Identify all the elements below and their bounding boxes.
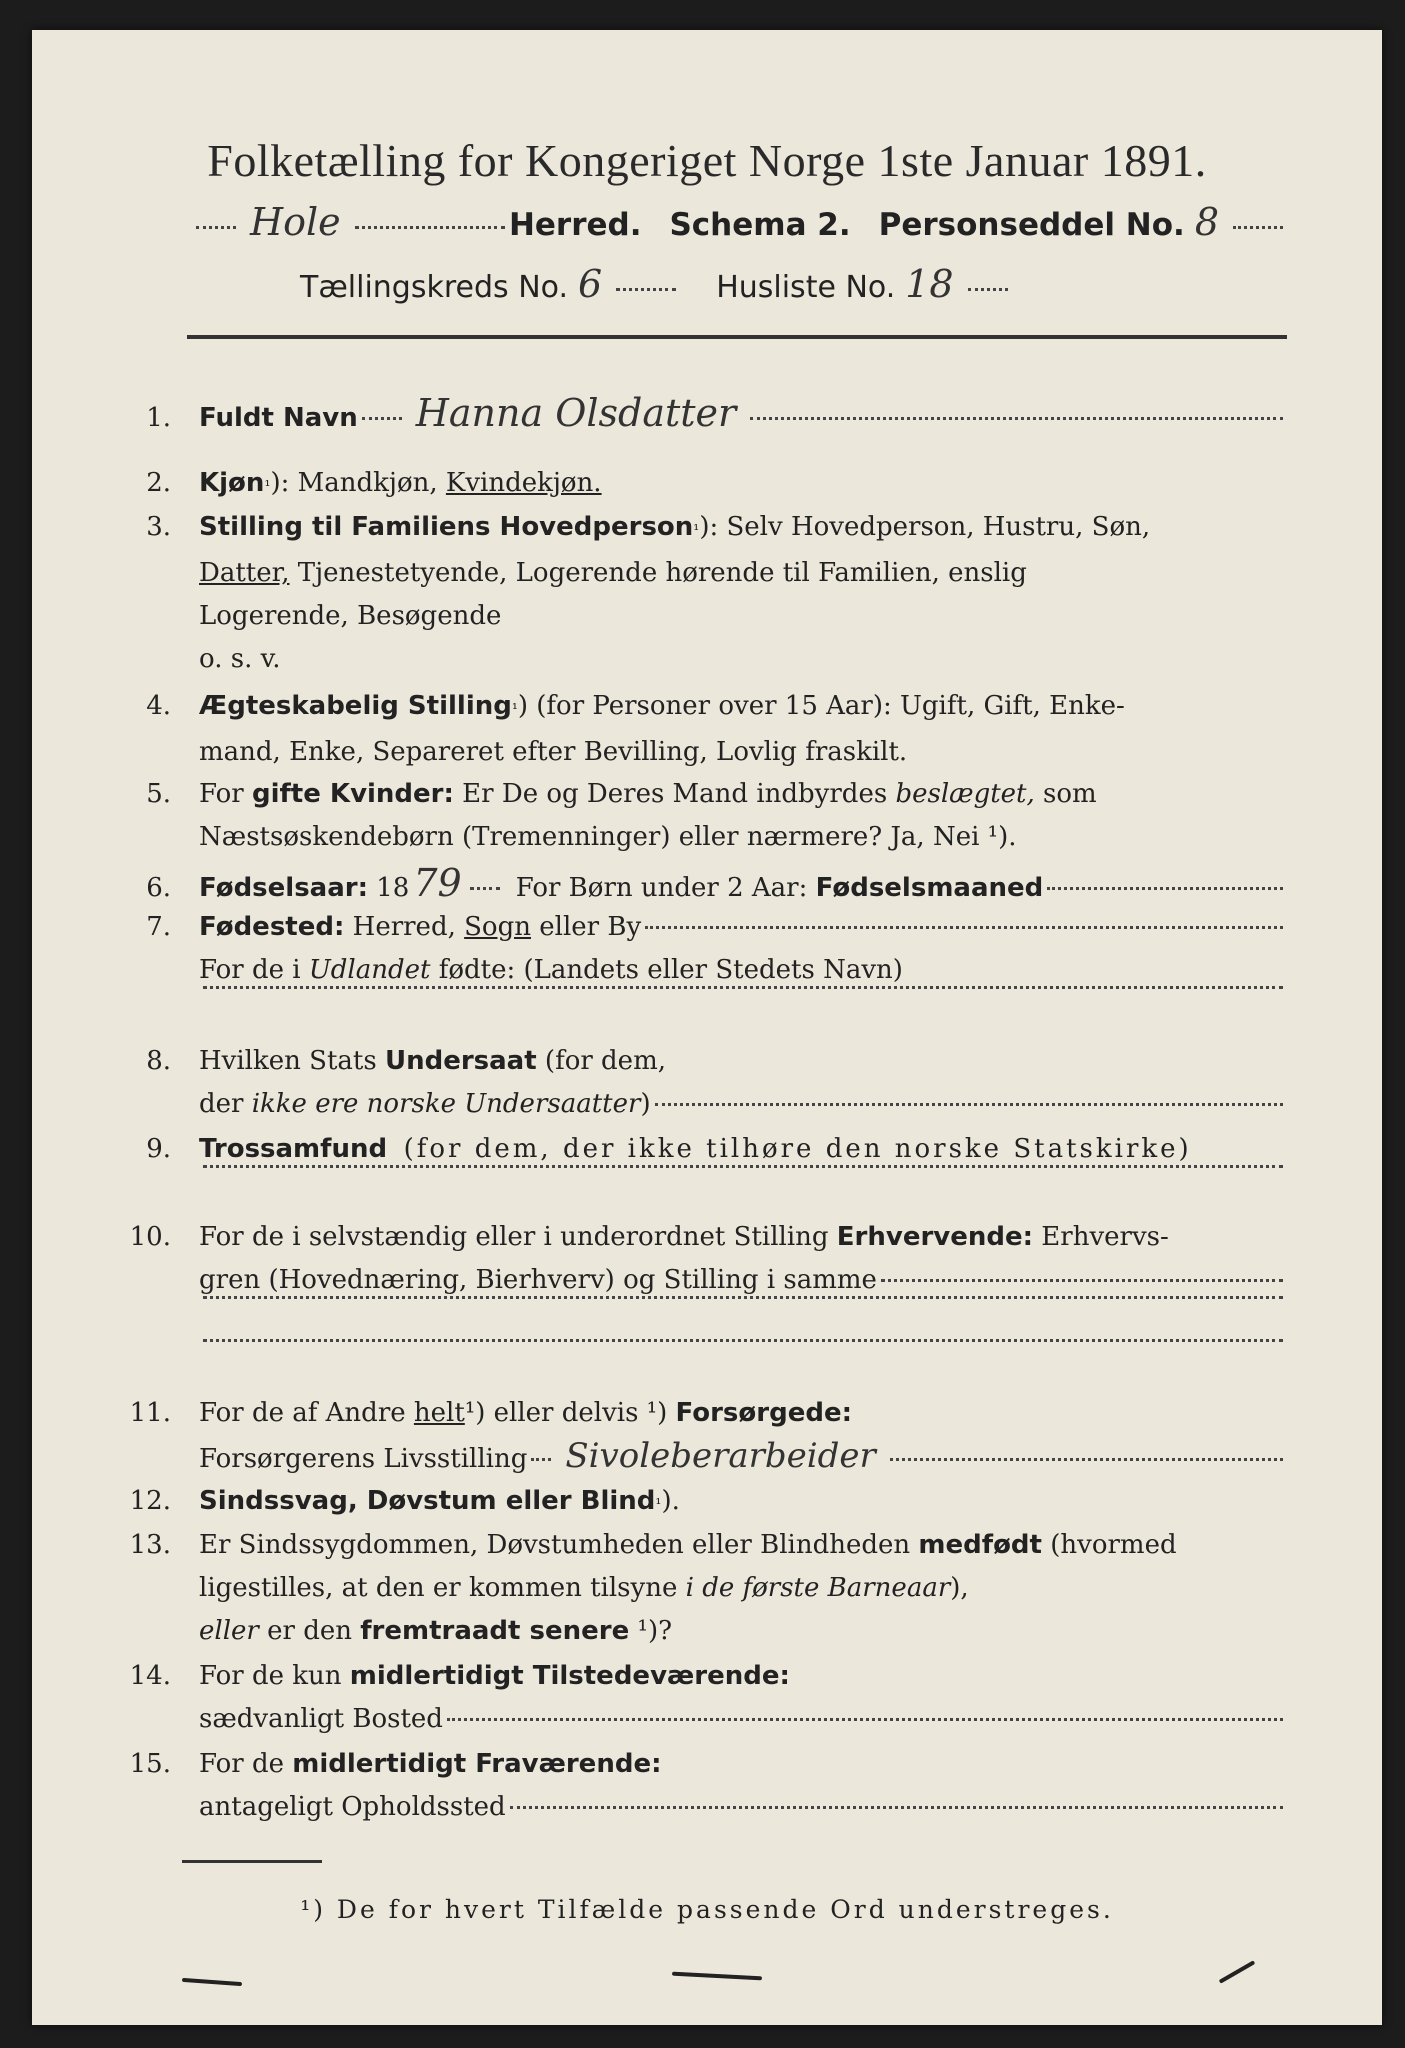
footnote: ¹) De for hvert Tilfælde passende Ord understreges. [300, 1895, 1114, 1924]
margin-mark-center [672, 1972, 762, 1981]
herred-value: Hole [250, 200, 341, 244]
position-selected: Datter, [199, 558, 290, 588]
footnote-divider [182, 1860, 322, 1863]
header-herred-line [192, 200, 1287, 244]
header-kreds-line [300, 262, 1160, 306]
provider-occupation-value: Sivoleberarbeider [565, 1436, 876, 1476]
margin-mark-right [1219, 1960, 1256, 1983]
form-title: Folketælling for Kongeriget Norge 1ste Januar 1891. [207, 135, 1207, 186]
gender-selected: Kvindekjøn. [445, 468, 602, 498]
census-form-sheet [32, 30, 1382, 2025]
margin-mark-left [182, 1978, 242, 1986]
question-14: 14. For de kun midlertidigt Tilstedeværende: sædvanligt Bosted [107, 1655, 1287, 1741]
husliste-label: Husliste No. [716, 270, 896, 305]
birth-year-value: 79 [413, 861, 462, 905]
husliste-value: 18 [905, 262, 954, 306]
herred-label: Herred. [508, 207, 642, 243]
full-name-value: Hanna Olsdatter [415, 391, 737, 435]
question-5: 5. For gifte Kvinder: Er De og Deres Mand indbyrdes beslægtet, som Næstsøskendebørn (Tremenninger) eller nærmere? Ja, Nei ¹). [146, 779, 1097, 852]
taellingskreds-value: 6 [578, 262, 603, 306]
q1-label: Fuldt Navn [199, 403, 358, 433]
question-9: 9. Trossamfund (for dem, der ikke tilhøre den norske Statskirke) [107, 1128, 1287, 1214]
support-selected: helt [413, 1398, 465, 1428]
question-3: 3. Stilling til Familiens Hovedperson ¹ ): Selv Hovedperson, Hustru, Søn, Datter, Tjenestetyende, Logerende hørende til Familien, enslig Logerende, Besøgende o. s. v. [146, 512, 1151, 674]
question-7: 7. Fødested: Herred, Sogn eller By For de i Udlandet fødte: (Landets eller Stedets Navn) [107, 906, 1287, 1035]
question-8: 8. Hvilken Stats Undersaat (for dem, der ikke ere norske Undersaatter ) [107, 1040, 1287, 1126]
schema-label: Schema 2. [669, 207, 851, 243]
question-13: 13. Er Sindssygdommen, Døvstumheden eller Blindheden medfødt (hvormed ligestilles, at den er kommen tilsyne i de første Barneaar ), eller er den fremtraadt senere ¹)? [129, 1530, 1177, 1646]
header-divider [187, 335, 1287, 339]
question-12: 12. Sindssvag, Døvstum eller Blind ¹ ). [129, 1486, 680, 1516]
birthplace-selected: Sogn [464, 912, 531, 942]
question-2: 2. Kjøn ¹ ): Mandkjøn, Kvindekjøn. [107, 462, 1287, 508]
question-11: 11. For de af Andre helt ¹) eller delvis ¹) Forsørgede: Forsørgerens Livsstilling Sivoleberarbeider [107, 1392, 1287, 1481]
taellingskreds-label: Tællingskreds No. [300, 270, 568, 305]
personseddel-value: 8 [1194, 200, 1219, 244]
personseddel-label: Personseddel No. [878, 207, 1185, 243]
question-4: 4. Ægteskabelig Stilling ¹ ) (for Personer over 15 Aar): Ugift, Gift, Enke- mand, Enke, Separeret efter Bevilling, Lovlig fraskilt. [146, 691, 1125, 767]
question-10: 10. For de i selvstændig eller i underordnet Stilling Erhvervende: Erhvervs- gren (Hovednæring, Bierhverv) og Stilling i samme [107, 1216, 1287, 1388]
question-6: 6. Fødselsaar: 18 79 For Børn under 2 Aar: Fødselsmaaned [107, 862, 1287, 910]
question-1: 1. Fuldt Navn Hanna Olsdatter [107, 392, 1287, 440]
question-15: 15. For de midlertidigt Fraværende: antageligt Opholdssted [107, 1743, 1287, 1829]
